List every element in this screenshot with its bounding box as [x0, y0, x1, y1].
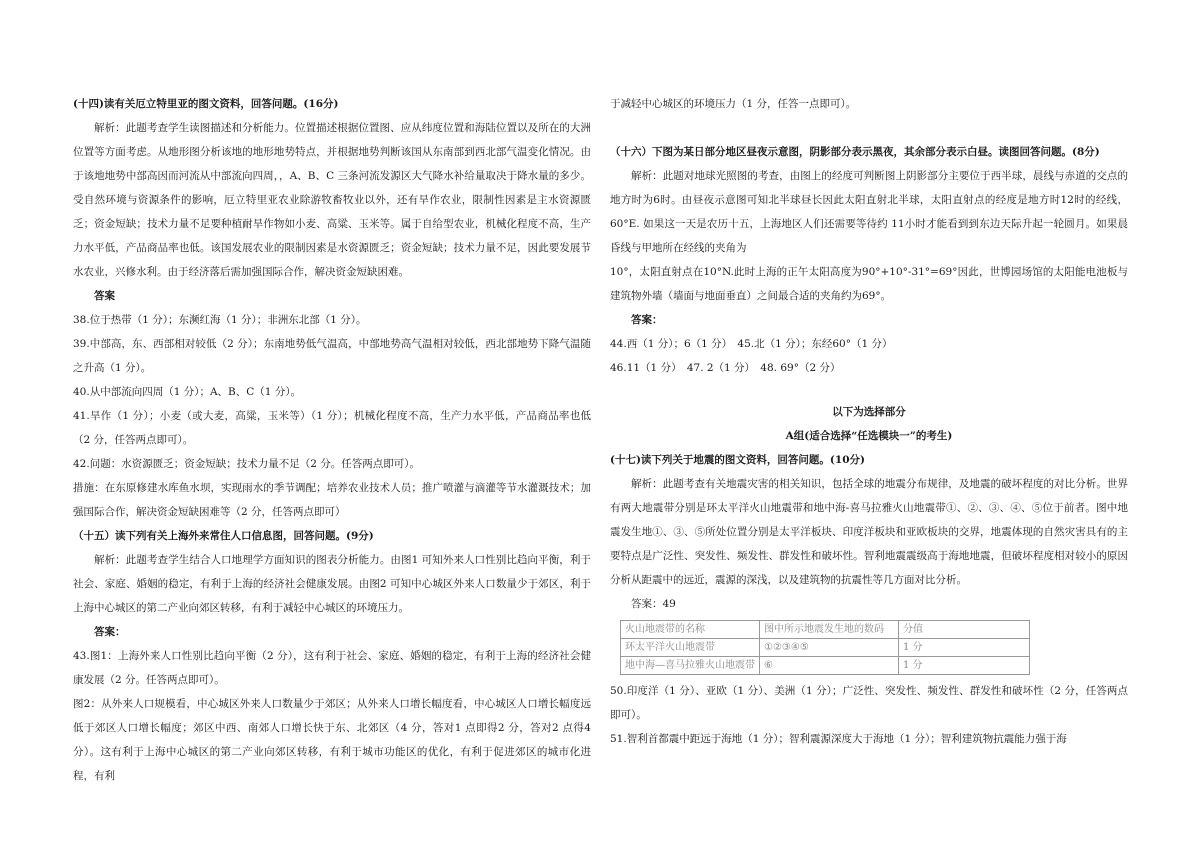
table-cell: 环太平洋火山地震带: [621, 639, 760, 657]
right-column: [610, 92, 1128, 751]
table-header-cell: 图中所示地震发生地的数码: [760, 621, 899, 639]
table-cell: ⑥: [760, 657, 899, 675]
q15-analysis: 解析：此题考查学生结合人口地理学方面知识的图表分析能力。由图1 可知外来人口性别比趋向平衡，利于社会、家庭、婚姻的稳定，有利于上海的经济社会健康发展。由图2 可知中心城区外来人口数量少于郊区，利于上海中心城区的第二产业向郊区转移，有利于减轻中心城区的环境压力。: [73, 554, 591, 614]
table-header-cell: 火山地震带的名称: [621, 621, 760, 639]
answer-43-figure2: 图2：从外来人口规模看，中心城区外来人口数量少于郊区；从外来人口增长幅度看，中心城区人口增长幅度远低于郊区人口增长幅度；郊区中西、南郊人口增长快于东、北郊区（4 分，答对1 点即得2 分，答对2 点得4 分）。这有利于上海中心城区的第二产业向郊区转移，有利于城市功能区的优化，有利于促进郊区的城市化进程，有利: [73, 698, 591, 782]
seismic-belt-table: [620, 620, 1030, 675]
answer-41: 41.旱作（1 分）；小麦（或大麦，高粱，玉米等）（1 分）；机械化程度不高，生产力水平低，产品商品率也低（2 分，任答两点即可）。: [73, 410, 591, 446]
answer-40: 40.从中部流向四周（1 分）；A、B、C（1 分）。: [73, 386, 302, 398]
q17-answer-label: 答案：49: [631, 598, 676, 610]
q14-answer-label: 答案: [94, 290, 115, 302]
answer-43-continued: 于减轻中心城区的环境压力（1 分，任答一点即可）。: [610, 98, 857, 110]
section-title: 以下为选择部分: [832, 406, 906, 418]
q16-answer-label: 答案：: [631, 314, 663, 326]
q16-analysis: 解析：此题对地球光照图的考查，由图上的经度可判断图上阴影部分主要位于西半球，晨线与赤道的交点的地方时为6时。由昼夜示意图可知北半球昼长因此太阳直射北半球，太阳直射点的经度是地方时12时的经线，60°E. 如果这一天是农历十五，上海地区人们还需要等待约 11小时才能看到到东边天际升起一轮圆月。如果晨昏线与甲地所在经线的夹角为: [610, 170, 1128, 254]
q16-analysis-continued: 10°，太阳直射点在10°N.此时上海的正午太阳高度为90°+10°-31°=69°因此，世博园场馆的太阳能电池板与建筑物外墙（墙面与地面垂直）之间最合适的夹角约为69°。: [610, 266, 1128, 302]
answer-44-45: 44.西（1 分）；6（1 分） 45.北（1 分）；东经60°（1 分）: [610, 338, 893, 350]
answer-42-measures: 措施：在东原修建水库鱼水坝，实现雨水的季节调配；培养农业技术人员；推广喷灌与滴灌等节水灌溉技术；加强国际合作，解决资金短缺困难等（2 分，任答两点即可）: [73, 482, 591, 518]
left-column: [73, 92, 591, 788]
answer-50: 50.印度洋（1 分）、亚欧（1 分）、美洲（1 分）；广泛性、突发性、频发性、群发性和破坏性（2 分，任答两点即可）。: [610, 685, 1128, 721]
q16-title: （十六）下图为某日部分地区昼夜示意图，阴影部分表示黑夜，其余部分表示白昼。读图回答问题。(8分): [610, 146, 1100, 158]
table-row: [621, 657, 1030, 675]
table-cell: ①②③④⑤: [760, 639, 899, 657]
answer-38: 38.位于热带（1 分）；东濒红海（1 分）；非洲东北部（1 分）。: [73, 314, 367, 326]
q15-title: （十五）读下列有关上海外来常住人口信息图，回答问题。(9分): [73, 530, 374, 542]
table-cell: 1 分: [899, 657, 1030, 675]
q17-analysis: 解析：此题考查有关地震灾害的相关知识，包括全球的地震分布规律，及地震的破坏程度的对比分析。世界有两大地震带分别是环太平洋火山地震带和地中海-喜马拉雅火山地震带①、②、③、④、⑤位于前者。图中地震发生地①、③、⑤所处位置分别是太平洋板块、印度洋板块和亚欧板块的交界，地震体现的自然灾害具有的主要特点是广泛性、突发性、频发性、群发性和破坏性。智利地震震级高于海地地震，但破坏程度相对较小的原因分析从距震中的远近，震源的深浅，以及建筑物的抗震性等几方面对比分析。: [610, 478, 1128, 586]
table-cell: 地中海—喜马拉雅火山地震带: [621, 657, 760, 675]
answer-42: 42.问题：水资源匮乏；资金短缺；技术力量不足（2 分。任答两点即可）。: [73, 458, 420, 470]
table-header-cell: 分值: [899, 621, 1030, 639]
q14-analysis: 解析：此题考查学生读图描述和分析能力。位置描述根据位置图、应从纬度位置和海陆位置以及所在的大洲位置等方面考虑。从地形图分析该地的地形地势特点，并根据地势判断该国从东南部到西北部气温变化情况。由于该地地势中部高因而河流从中部流向四周，，A、B、C 三条河流发源区大气降水补给量取决于降水量的多少。受自然环境与资源条件的影响，厄立特里亚农业除游牧畜牧业以外，还有旱作农业，限制性因素是主水资源匮乏；资金短缺；技术力量不足要种植耐旱作物如小麦、高粱、玉米等。属于自给型农业，机械化程度不高，生产力水平低，产品商品率也低。该国发展农业的限制因素是水资源匮乏；资金短缺；技术力量不足，因此要发展节水农业，兴修水利。由于经济落后需加强国际合作，解决资金短缺困难。: [73, 122, 591, 278]
table-row: [621, 639, 1030, 657]
answer-39: 39.中部高，东、西部相对较低（2 分）；东南地势低气温高，中部地势高气温相对较低，西北部地势下降气温随之升高（1 分）。: [73, 338, 591, 374]
table-cell: 1 分: [899, 639, 1030, 657]
answer-51: 51.智利首都震中距远于海地（1 分）；智利震源深度大于海地（1 分）；智利建筑物抗震能力强于海: [610, 733, 1067, 745]
q14-title: (十四)读有关厄立特里亚的图文资料，回答问题。(16分): [73, 98, 339, 110]
q17-title: (十七)读下列关于地震的图文资料，回答问题。(10分): [610, 454, 865, 466]
q15-answer-label: 答案：: [94, 626, 126, 638]
answer-43-figure1: 43.图1：上海外来人口性别比趋向平衡（2 分），这有利于社会、家庭、婚姻的稳定，有利于上海的经济社会健康发展（2 分。任答两点即可）。: [73, 650, 591, 686]
group-title: A组(适合选择“任选模块一”的考生): [785, 430, 953, 442]
answer-46-48: 46.11（1 分） 47. 2（1 分） 48. 69°（2 分）: [610, 362, 841, 374]
table-header-row: [621, 621, 1030, 639]
